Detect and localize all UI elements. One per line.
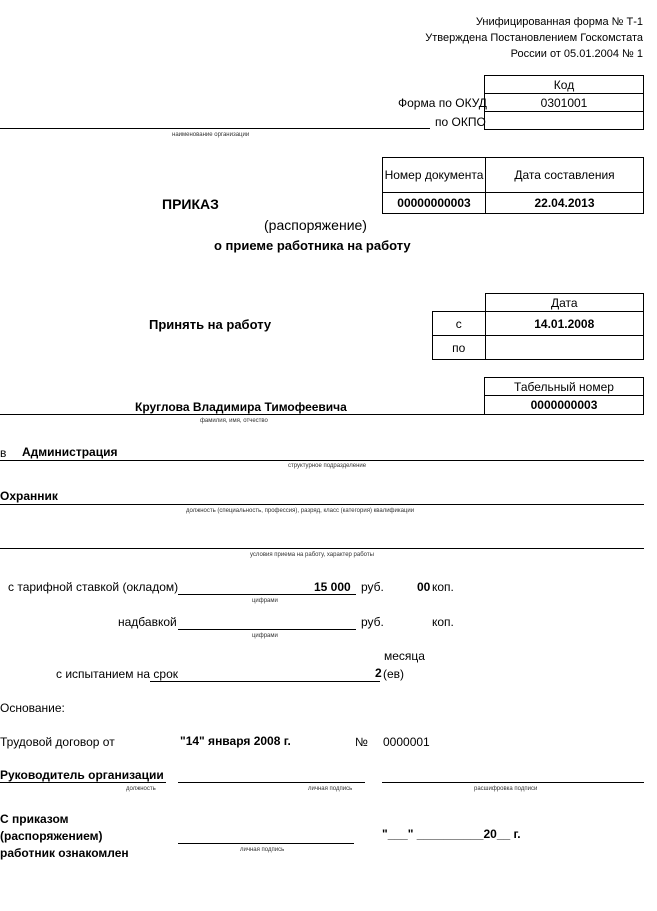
employee-line bbox=[0, 414, 484, 415]
contract-number-sign: № bbox=[355, 735, 368, 749]
position-caption: должность (специальность, профессия), разряд, класс (категория) квалификации bbox=[186, 508, 415, 514]
doc-date: 22.04.2013 bbox=[486, 193, 644, 214]
probation-unit-bottom: (ев) bbox=[383, 667, 405, 681]
bonus-caption: цифрами bbox=[252, 633, 278, 639]
bonus-kop: коп. bbox=[432, 615, 454, 629]
employee-name: Круглова Владимира Тимофеевича bbox=[135, 400, 347, 414]
form-header-line1: Унифицированная форма № Т-1 bbox=[475, 16, 643, 28]
form-header-line3: России от 05.01.2004 № 1 bbox=[510, 48, 643, 60]
ack-date: "___" __________20__ г. bbox=[382, 827, 521, 841]
okud-label: Форма по ОКУД bbox=[398, 96, 487, 110]
ack-line2: (распоряжением) bbox=[0, 829, 103, 843]
salary-rub: руб. bbox=[361, 580, 384, 594]
department-prefix: в bbox=[0, 446, 7, 460]
department-caption: структурное подразделение bbox=[288, 463, 367, 469]
doc-date-header: Дата составления bbox=[486, 158, 644, 193]
title-line2: (распоряжение) bbox=[264, 217, 367, 233]
codes-table bbox=[484, 75, 644, 130]
probation-label: с испытанием на срок bbox=[56, 667, 179, 681]
tab-number: 0000000003 bbox=[485, 396, 644, 415]
head-signature-caption: личная подпись bbox=[308, 786, 353, 792]
probation-unit-top: месяца bbox=[384, 649, 425, 663]
doc-number-header: Номер документа bbox=[383, 158, 486, 193]
conditions-caption: условия приема на работу, характер работы bbox=[250, 552, 374, 558]
doc-table bbox=[382, 157, 644, 214]
conditions-line bbox=[0, 548, 644, 549]
bonus-line bbox=[178, 629, 356, 630]
head-position-caption: должность bbox=[126, 786, 156, 792]
org-caption: наименование организации bbox=[172, 132, 250, 138]
okud-value: 0301001 bbox=[485, 94, 644, 112]
contract-date: "14" января 2008 г. bbox=[180, 734, 291, 748]
contract-number: 0000001 bbox=[383, 735, 430, 749]
probation-value: 2 bbox=[375, 666, 382, 680]
okpo-value bbox=[485, 112, 644, 130]
doc-number: 00000000003 bbox=[383, 193, 486, 214]
head-label: Руководитель организации bbox=[0, 768, 164, 782]
hire-from-date: 14.01.2008 bbox=[485, 312, 644, 336]
hire-from-label: с bbox=[433, 312, 486, 336]
ack-line1: С приказом bbox=[0, 812, 69, 826]
contract-label: Трудовой договор от bbox=[0, 735, 115, 749]
salary-line bbox=[178, 594, 356, 595]
head-decode-line bbox=[382, 782, 644, 783]
salary-kop: коп. bbox=[432, 580, 454, 594]
position-value: Охранник bbox=[0, 489, 58, 503]
org-line bbox=[0, 128, 430, 129]
ack-line3: работник ознакомлен bbox=[0, 846, 129, 860]
employee-caption: фамилия, имя, отчество bbox=[200, 418, 268, 424]
form-header-line2: Утверждена Постановлением Госкомстата bbox=[425, 32, 643, 44]
salary-amount: 15 000 bbox=[314, 580, 351, 594]
codes-header: Код bbox=[485, 76, 644, 94]
hire-to-date bbox=[485, 336, 644, 360]
ack-signature-line bbox=[178, 843, 354, 844]
probation-line bbox=[150, 681, 380, 682]
salary-kop-value: 00 bbox=[417, 580, 431, 594]
ack-text bbox=[0, 811, 129, 862]
head-position-line bbox=[0, 782, 166, 783]
ack-signature-caption: личная подпись bbox=[240, 847, 285, 853]
head-signature-line bbox=[178, 782, 365, 783]
department-line bbox=[0, 460, 644, 461]
title-line3: о приеме работника на работу bbox=[214, 238, 411, 253]
department-value: Администрация bbox=[22, 445, 118, 459]
tab-number-header: Табельный номер bbox=[485, 378, 644, 396]
hire-to-label: по bbox=[433, 336, 486, 360]
basis-label: Основание: bbox=[0, 701, 65, 715]
salary-label: с тарифной ставкой (окладом) bbox=[8, 580, 179, 594]
salary-caption: цифрами bbox=[252, 598, 278, 604]
bonus-rub: руб. bbox=[361, 615, 384, 629]
head-decode-caption: расшифровка подписи bbox=[474, 786, 538, 792]
hire-date-header: Дата bbox=[485, 294, 644, 312]
position-line bbox=[0, 504, 644, 505]
okpo-label: по ОКПО bbox=[435, 115, 486, 129]
form-header bbox=[425, 14, 643, 62]
title-line1: ПРИКАЗ bbox=[162, 196, 219, 212]
hire-date-table bbox=[432, 293, 644, 360]
tab-number-table bbox=[484, 377, 644, 415]
bonus-label: надбавкой bbox=[118, 615, 177, 629]
hire-label: Принять на работу bbox=[149, 317, 272, 332]
